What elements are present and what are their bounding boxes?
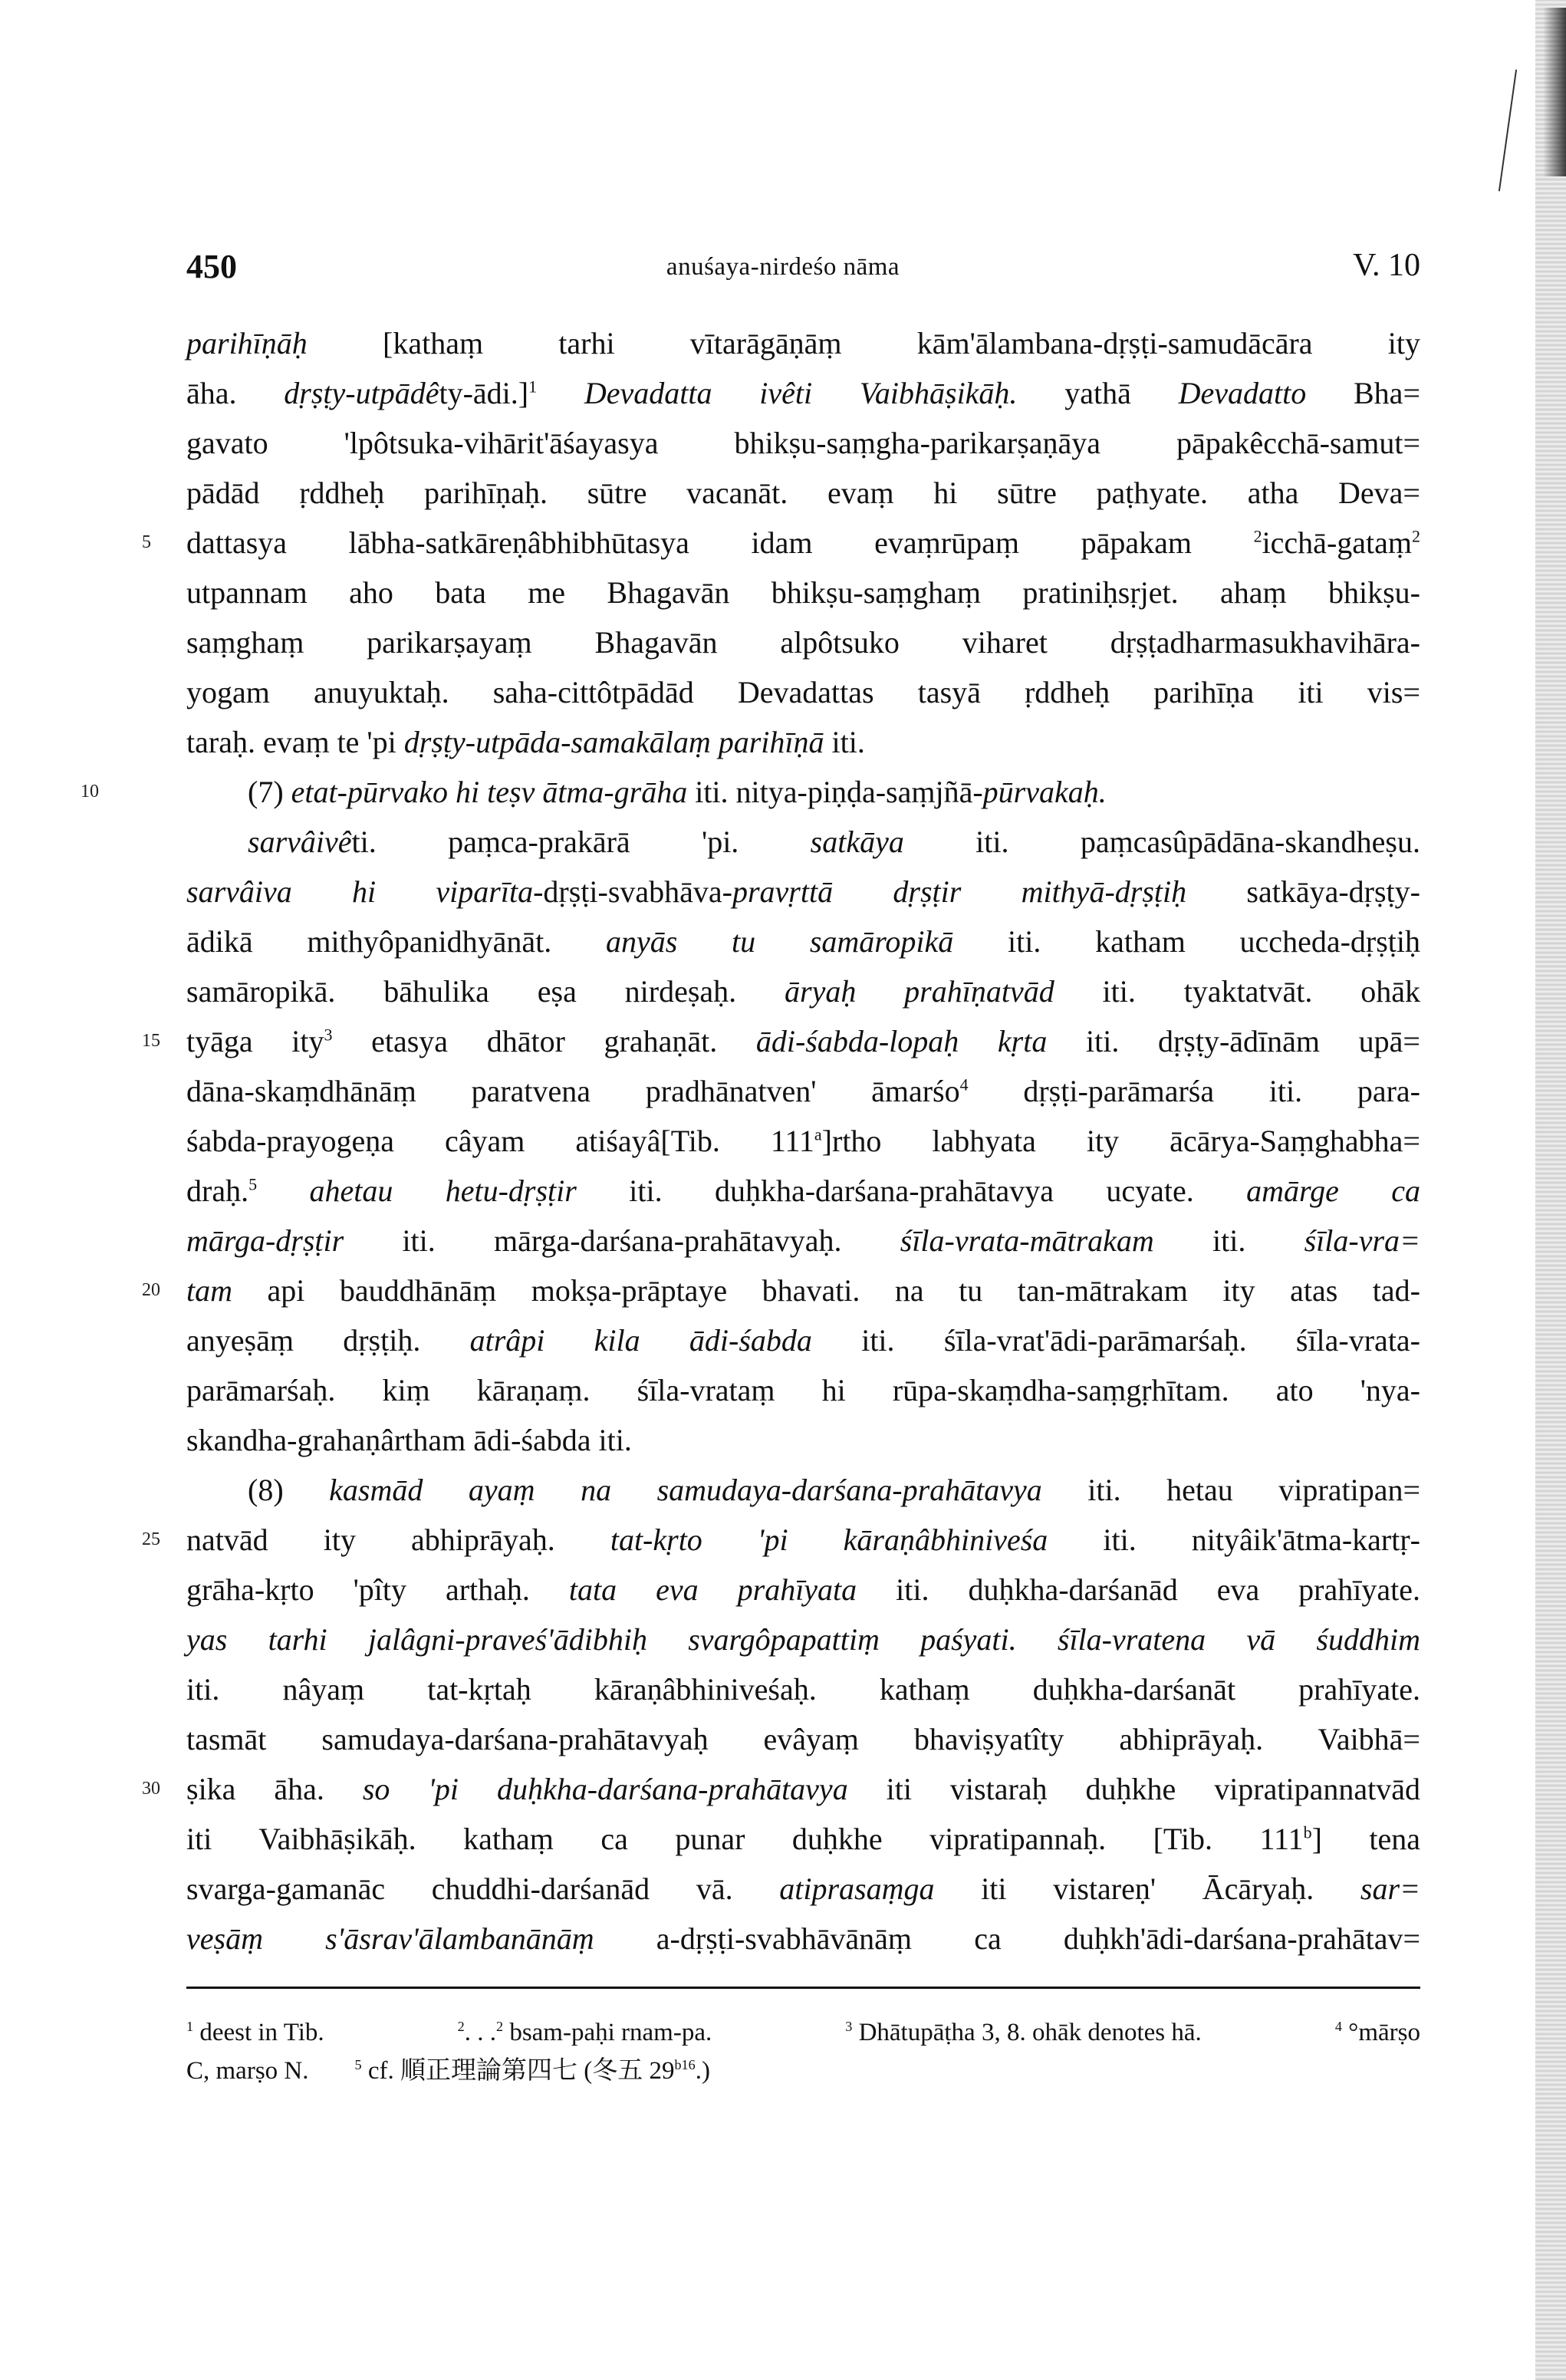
text-line: veṣāṃ s'āsrav'ālambanānāṃ a-dṛṣṭi-svabhāvānāṃ ca duḥkh'ādi-darśana-prahātav= — [186, 1921, 1420, 1956]
line-number: 30 — [142, 1779, 160, 1799]
footnote: $^1$ deest in Tib. — [186, 2019, 324, 2046]
footnote: C, marṣo N. — [186, 2057, 309, 2085]
text-line: iti. nâyaṃ tat-kṛtaḥ kāraṇâbhiniveśaḥ. kathaṃ duḥkha-darśanāt prahīyate. — [186, 1672, 1420, 1707]
text-line: anyeṣāṃ dṛṣṭiḥ. atrâpi kila ādi-śabda iti. śīla-vrat'ādi-parāmarśaḥ. śīla-vrata- — [186, 1323, 1421, 1358]
footnote: $^3$ Dhātupāṭha 3, 8. ohāk denotes hā. — [845, 2019, 1202, 2046]
footnote: $^5$ cf. 順正理論第四七 (冬五 $29^{b16}$.) — [354, 2057, 710, 2085]
footnote: $^2$. . .$^2$ bsam-paḥi rnam-pa. — [457, 2019, 712, 2046]
footnote-divider — [186, 1987, 1420, 1989]
scan-mark-artifact — [1499, 70, 1517, 192]
text-line: tyāga ity$^3$ etasya dhātor grahaṇāt. ādi-śabda-lopaḥ kṛta iti. dṛṣṭy-ādīnām upā= 15 — [186, 1016, 1420, 1066]
scan-edge-artifact — [1535, 0, 1566, 2380]
text-line: śabda-prayogeṇa câyam atiśayâ[Tib. 111$^a$]rtho labhyata ity ācārya-Saṃghabha= — [186, 1124, 1420, 1158]
main-text-block — [81, 318, 1421, 1964]
footnote: $^4$ °mārṣo — [1334, 2019, 1420, 2046]
text-line: ṣika āha. so 'pi duḥkha-darśana-prahātavya iti vistaraḥ duḥkhe vipratipannatvād 30 — [186, 1764, 1420, 1814]
text-line: utpannam aho bata me Bhagavān bhikṣu-saṃghaṃ pratiniḥsṛjet. ahaṃ bhikṣu- — [186, 575, 1420, 610]
line-number: 10 — [81, 782, 99, 802]
text-line: tam api bauddhānāṃ mokṣa-prāptaye bhavati. na tu tan-mātrakam ity atas tad- 20 — [186, 1266, 1420, 1315]
text-line: draḥ.$^5$ ahetau hetu-dṛṣṭir iti. duḥkha-darśana-prahātavya ucyate. amārge ca — [186, 1174, 1420, 1208]
text-line: natvād ity abhiprāyaḥ. tat-kṛto 'pi kāraṇâbhiniveśa iti. nityâik'ātma-kartṛ- 25 — [186, 1515, 1420, 1565]
footnote-line-2 — [186, 2052, 1420, 2090]
text-line: yas tarhi jalâgni-praveś'ādibhiḥ svargôpapattiṃ paśyati. śīla-vratena vā śuddhim — [186, 1622, 1420, 1657]
text-line: mārga-dṛṣṭir iti. mārga-darśana-prahātavyaḥ. śīla-vrata-mātrakam iti. śīla-vra= — [186, 1223, 1421, 1258]
text-line: yogam anuyuktaḥ. saha-cittôtpādād Devadattas tasyā ṛddheḥ parihīṇa iti vis= — [186, 675, 1420, 709]
text-line: dattasya lābha-satkāreṇâbhibhūtasya idam evaṃrūpaṃ pāpakam $^2$icchā-gataṃ$^2$ 5 — [186, 518, 1420, 568]
text-line: sarvâivêti. paṃca-prakārā 'pi. satkāya iti. paṃcasûpādāna-skandheṣu. — [248, 825, 1420, 859]
text-line: saṃghaṃ parikarṣayaṃ Bhagavān alpôtsuko viharet dṛṣṭadharmasukhavihāra- — [186, 625, 1420, 660]
text-line: āha. dṛṣṭy-utpādêty-ādi.]$^1$ Devadatta ivêti Vaibhāṣikāḥ. yathā Devadatto Bha= — [186, 376, 1420, 410]
text-line: iti Vaibhāṣikāḥ. kathaṃ ca punar duḥkhe vipratipannaḥ. [Tib. 111$^b$] tena — [186, 1822, 1420, 1856]
text-line: (7) etat-pūrvako hi teṣv ātma-grāha iti. nitya-piṇḍa-saṃjñā-pūrvakaḥ. 10 — [186, 767, 1420, 817]
line-number: 20 — [142, 1280, 160, 1300]
page-number: 450 — [186, 248, 237, 285]
line-number: 5 — [142, 532, 151, 552]
line-number: 25 — [142, 1529, 160, 1549]
text-line: tasmāt samudaya-darśana-prahātavyaḥ evâyaṃ bhaviṣyatîty abhiprāyaḥ. Vaibhā= — [186, 1722, 1420, 1756]
text-line: gavato 'lpôtsuka-vihārit'āśayasya bhikṣu-saṃgha-parikarṣaṇāya pāpakêcchā-samut= — [186, 426, 1420, 460]
text-line: skandha-grahaṇârtham ādi-śabda iti. — [186, 1423, 632, 1457]
text-line: dāna-skaṃdhānāṃ paratvena pradhānatven' āmarśo$^4$ dṛṣṭi-parāmarśa iti. para- — [186, 1074, 1420, 1108]
footnotes — [186, 2013, 1420, 2090]
text-line: samāropikā. bāhulika eṣa nirdeṣaḥ. āryaḥ prahīṇatvād iti. tyaktatvāt. ohāk — [186, 974, 1420, 1009]
text-line: grāha-kṛto 'pîty arthaḥ. tata eva prahīyata iti. duḥkha-darśanād eva prahīyate. — [186, 1572, 1420, 1607]
text-line: svarga-gamanāc chuddhi-darśanād vā. atiprasaṃga iti vistareṇ' Ācāryaḥ. sar= — [186, 1871, 1421, 1906]
text-line: sarvâiva hi viparīta-dṛṣṭi-svabhāva-pravṛttā dṛṣṭir mithyā-dṛṣṭiḥ satkāya-dṛṣṭy- — [186, 874, 1420, 909]
footnote-line-1 — [186, 2013, 1420, 2052]
text-line: pādād ṛddheḥ parihīṇaḥ. sūtre vacanāt. evaṃ hi sūtre paṭhyate. atha Deva= — [186, 476, 1420, 510]
running-title: anuśaya-nirdeśo nāma — [666, 253, 900, 281]
section-reference: V. 10 — [1353, 248, 1420, 283]
text-line: taraḥ. evaṃ te 'pi dṛṣṭy-utpāda-samakālaṃ parihīṇā iti. — [186, 725, 865, 759]
text-line: parāmarśaḥ. kiṃ kāraṇaṃ. śīla-vrataṃ hi rūpa-skaṃdha-saṃgṛhītam. ato 'nya- — [186, 1373, 1420, 1407]
text-line: (8) kasmād ayaṃ na samudaya-darśana-prahātavya iti. hetau vipratipan= — [248, 1473, 1421, 1507]
line-number: 15 — [142, 1031, 160, 1051]
text-line: ādikā mithyôpanidhyānāt. anyās tu samāropikā iti. katham uccheda-dṛṣṭiḥ — [186, 924, 1421, 959]
text-line: parihīṇāḥ [kathaṃ tarhi vītarāgāṇāṃ kām'ālambana-dṛṣṭi-samudācāra ity — [186, 326, 1420, 360]
